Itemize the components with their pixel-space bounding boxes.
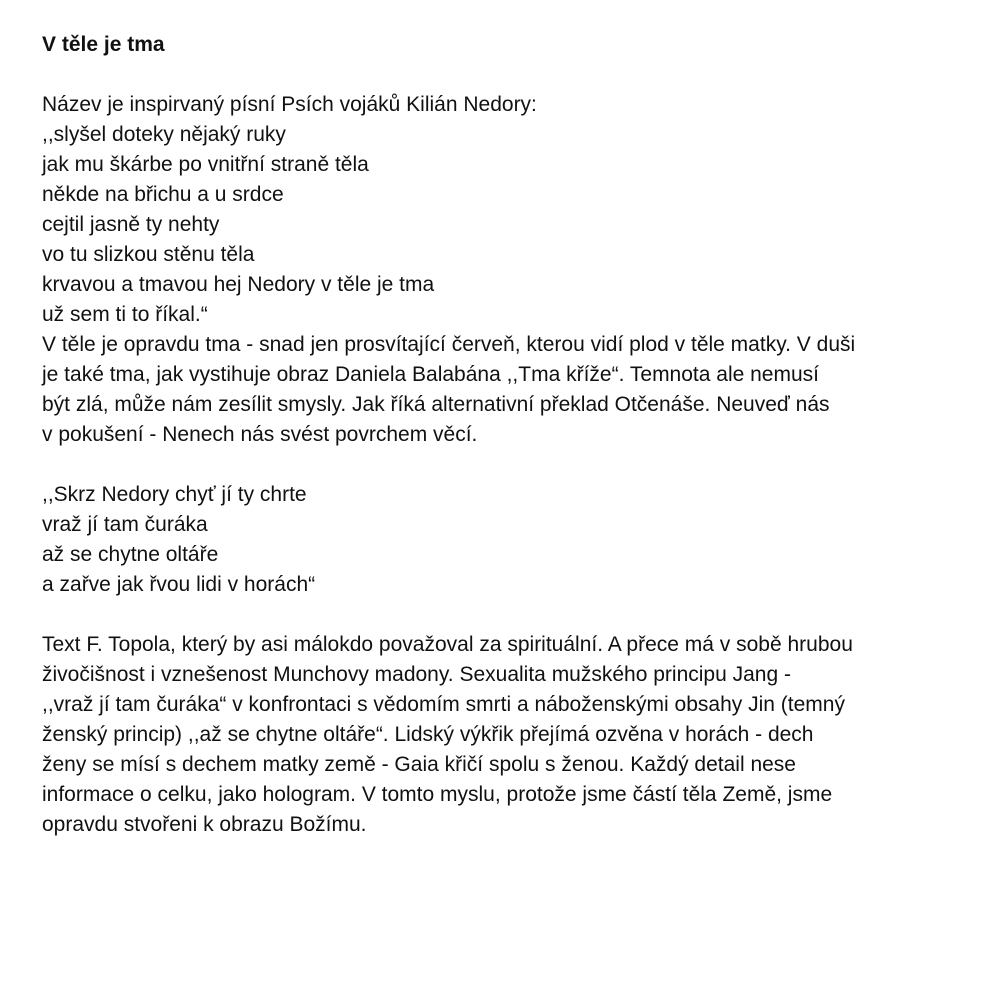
text-line: Název je inspirvaný písní Psích vojáků Kilián Nedory:: [42, 93, 537, 116]
text-line: vraž jí tam čuráka: [42, 513, 208, 536]
document-body: [42, 30, 987, 840]
text-line: informace o celku, jako hologram. V tomto myslu, protože jsme částí těla Země, jsme: [42, 783, 833, 806]
text-line: ženský princip) ,,až se chytne oltáře“. Lidský výkřik přejímá ozvěna v horách - dech: [42, 723, 814, 746]
text-line: ,,slyšel doteky nějaký ruky: [42, 123, 286, 146]
text-line: opravdu stvořeni k obrazu Božímu.: [42, 813, 367, 836]
text-line: a zařve jak řvou lidi v horách“: [42, 573, 316, 596]
text-line: vo tu slizkou stěnu těla: [42, 243, 255, 266]
text-line: živočišnost i vznešenost Munchovy madony. Sexualita mužského principu Jang -: [42, 663, 791, 686]
text-line: někde na břichu a u srdce: [42, 183, 284, 206]
text-line: v pokušení - Nenech nás svést povrchem věcí.: [42, 423, 478, 446]
text-line: krvavou a tmavou hej Nedory v těle je tma: [42, 273, 435, 296]
text-line: cejtil jasně ty nehty: [42, 213, 220, 236]
text-line: být zlá, může nám zesílit smysly. Jak říká alternativní překlad Otčenáše. Neuveď nás: [42, 393, 830, 416]
text-line: až se chytne oltáře: [42, 543, 219, 566]
text-line: ženy se mísí s dechem matky země - Gaia křičí spolu s ženou. Každý detail nese: [42, 753, 796, 776]
document-title: V těle je tma: [42, 33, 165, 56]
text-line: jak mu škárbe po vnitřní straně těla: [42, 153, 369, 176]
text-line: je také tma, jak vystihuje obraz Daniela Balabána ,,Tma kříže“. Temnota ale nemusí: [42, 363, 819, 386]
blank-line: [42, 600, 987, 630]
blank-line: [42, 450, 987, 480]
text-line: Text F. Topola, který by asi málokdo považoval za spirituální. A přece má v sobě hrubou: [42, 633, 853, 656]
blank-line: [42, 60, 987, 90]
text-line: V těle je opravdu tma - snad jen prosvítající červeň, kterou vidí plod v těle matky. V duši: [42, 333, 856, 356]
text-line: ,,Skrz Nedory chyť jí ty chrte: [42, 483, 307, 506]
text-line: už sem ti to říkal.“: [42, 303, 208, 326]
text-line: ,,vraž jí tam čuráka“ v konfrontaci s vědomím smrti a náboženskými obsahy Jin (temný: [42, 693, 845, 716]
